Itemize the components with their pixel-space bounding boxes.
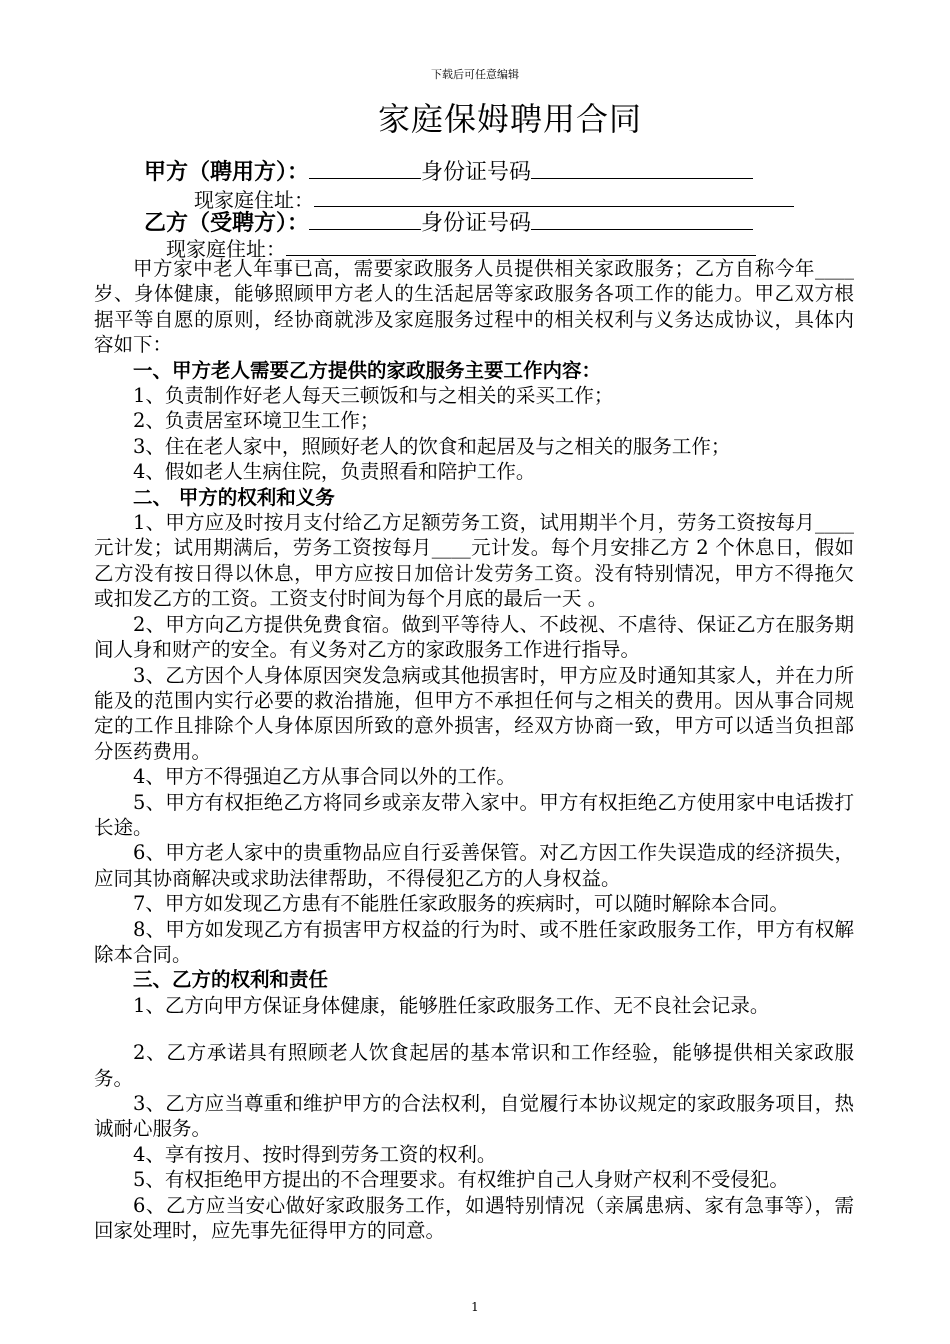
section-3-item-3: 3、乙方应当尊重和维护甲方的合法权利，自觉履行本协议规定的家政服务项目，热诚耐心服务。	[94, 1092, 854, 1141]
party-b-address-field[interactable]	[286, 233, 756, 256]
page-number: 1	[471, 1300, 479, 1314]
document-title: 家庭保姆聘用合同	[377, 100, 642, 138]
party-a-name-field[interactable]	[309, 156, 421, 179]
section-2-item-2: 2、甲方向乙方提供免费食宿。做到平等待人、不歧视、不虐待、保证乙方在服务期间人身和财产的安全。有义务对乙方的家政服务工作进行指导。	[94, 612, 854, 662]
section-3-item-6: 6、乙方应当安心做好家政服务工作，如遇特别情况（亲属患病、家有急事等），需回家处理时，应先事先征得甲方的同意。	[94, 1193, 854, 1243]
section-2-item-3: 3、乙方因个人身体原因突发急病或其他损害时，甲方应及时通知其家人，并在力所能及的范围内实行必要的救治措施，但甲方不承担任何与之相关的费用。因从事合同规定的工作且排除个人身体原因所致的意外损害，经双方协商一致，甲方可以适当负担部分医药费用。	[94, 663, 854, 763]
section-1-item-2: 2、负责居室环境卫生工作；	[133, 409, 380, 433]
section-2-item-6: 6、甲方老人家中的贵重物品应自行妥善保管。对乙方因工作失误造成的经济损失，应同其协商解决或求助法律帮助，不得侵犯乙方的人身权益。	[94, 841, 854, 890]
section-3-item-5: 5、有权拒绝甲方提出的不合理要求。有权维护自己人身财产权利不受侵犯。	[133, 1168, 789, 1192]
party-a-address-label: 现家庭住址：	[194, 188, 314, 212]
party-a-id-label: 身份证号码	[421, 160, 532, 185]
party-b-id-field[interactable]	[531, 207, 753, 230]
party-b-name-field[interactable]	[309, 207, 421, 230]
section-1-item-4: 4、假如老人生病住院，负责照看和陪护工作。	[133, 460, 536, 484]
party-a-label: 甲方（聘用方）：	[144, 159, 310, 185]
section-1-heading: 一、甲方老人需要乙方提供的家政服务主要工作内容：	[133, 358, 602, 382]
intro-paragraph: 甲方家中老人年事已高，需要家政服务人员提供相关家政服务；乙方自称今年____岁、身体健康，能够照顾甲方老人的生活起居等家政服务各项工作的能力。甲乙双方根据平等自愿的原则，经协商就涉及家庭服务过程中的相关权利与义务达成协议，具体内容如下：	[94, 257, 854, 357]
section-2-item-5: 5、甲方有权拒绝乙方将同乡或亲友带入家中。甲方有权拒绝乙方使用家中电话拨打长途。	[94, 790, 854, 839]
header-note: 下载后可任意编辑	[431, 68, 519, 81]
party-b-label: 乙方（受聘方）：	[144, 210, 310, 236]
party-a-line	[144, 156, 753, 187]
party-b-address-label: 现家庭住址：	[166, 237, 286, 261]
party-a-address-field[interactable]	[314, 184, 794, 207]
section-1-item-1: 1、负责制作好老人每天三顿饭和与之相关的采买工作；	[133, 384, 614, 408]
section-2-item-4: 4、甲方不得强迫乙方从事合同以外的工作。	[133, 765, 516, 789]
section-3-item-2: 2、乙方承诺具有照顾老人饮食起居的基本常识和工作经验，能够提供相关家政服务。	[94, 1041, 854, 1090]
section-2-item-1: 1、甲方应及时按月支付给乙方足额劳务工资，试用期半个月，劳务工资按每月____元计发；试用期满后，劳务工资按每月____元计发。每个月安排乙方 2 个休息日，假如乙方没有按日得以休息，甲方应按日加倍计发劳务工资。没有特别情况，甲方不得拖欠或扣发乙方的工资。工资支付时间为每个月底的最后一天 。	[94, 511, 854, 611]
section-1-item-3: 3、住在老人家中，照顾好老人的饮食和起居及与之相关的服务工作；	[133, 434, 731, 458]
party-b-id-label: 身份证号码	[421, 211, 532, 236]
section-3-item-4: 4、享有按月、按时得到劳务工资的权利。	[133, 1142, 497, 1166]
party-a-id-field[interactable]	[531, 156, 753, 179]
section-2-item-8: 8、甲方如发现乙方有损害甲方权益的行为时、或不胜任家政服务工作，甲方有权解除本合同。	[94, 917, 854, 966]
section-2-item-7: 7、甲方如发现乙方患有不能胜任家政服务的疾病时，可以随时解除本合同。	[133, 892, 789, 916]
contract-body	[94, 256, 854, 1243]
section-2-heading: 二、 甲方的权利和义务	[133, 485, 335, 509]
section-3-item-1: 1、乙方向甲方保证身体健康，能够胜任家政服务工作、无不良社会记录。	[133, 993, 770, 1017]
section-3-heading: 三、乙方的权利和责任	[133, 968, 329, 992]
